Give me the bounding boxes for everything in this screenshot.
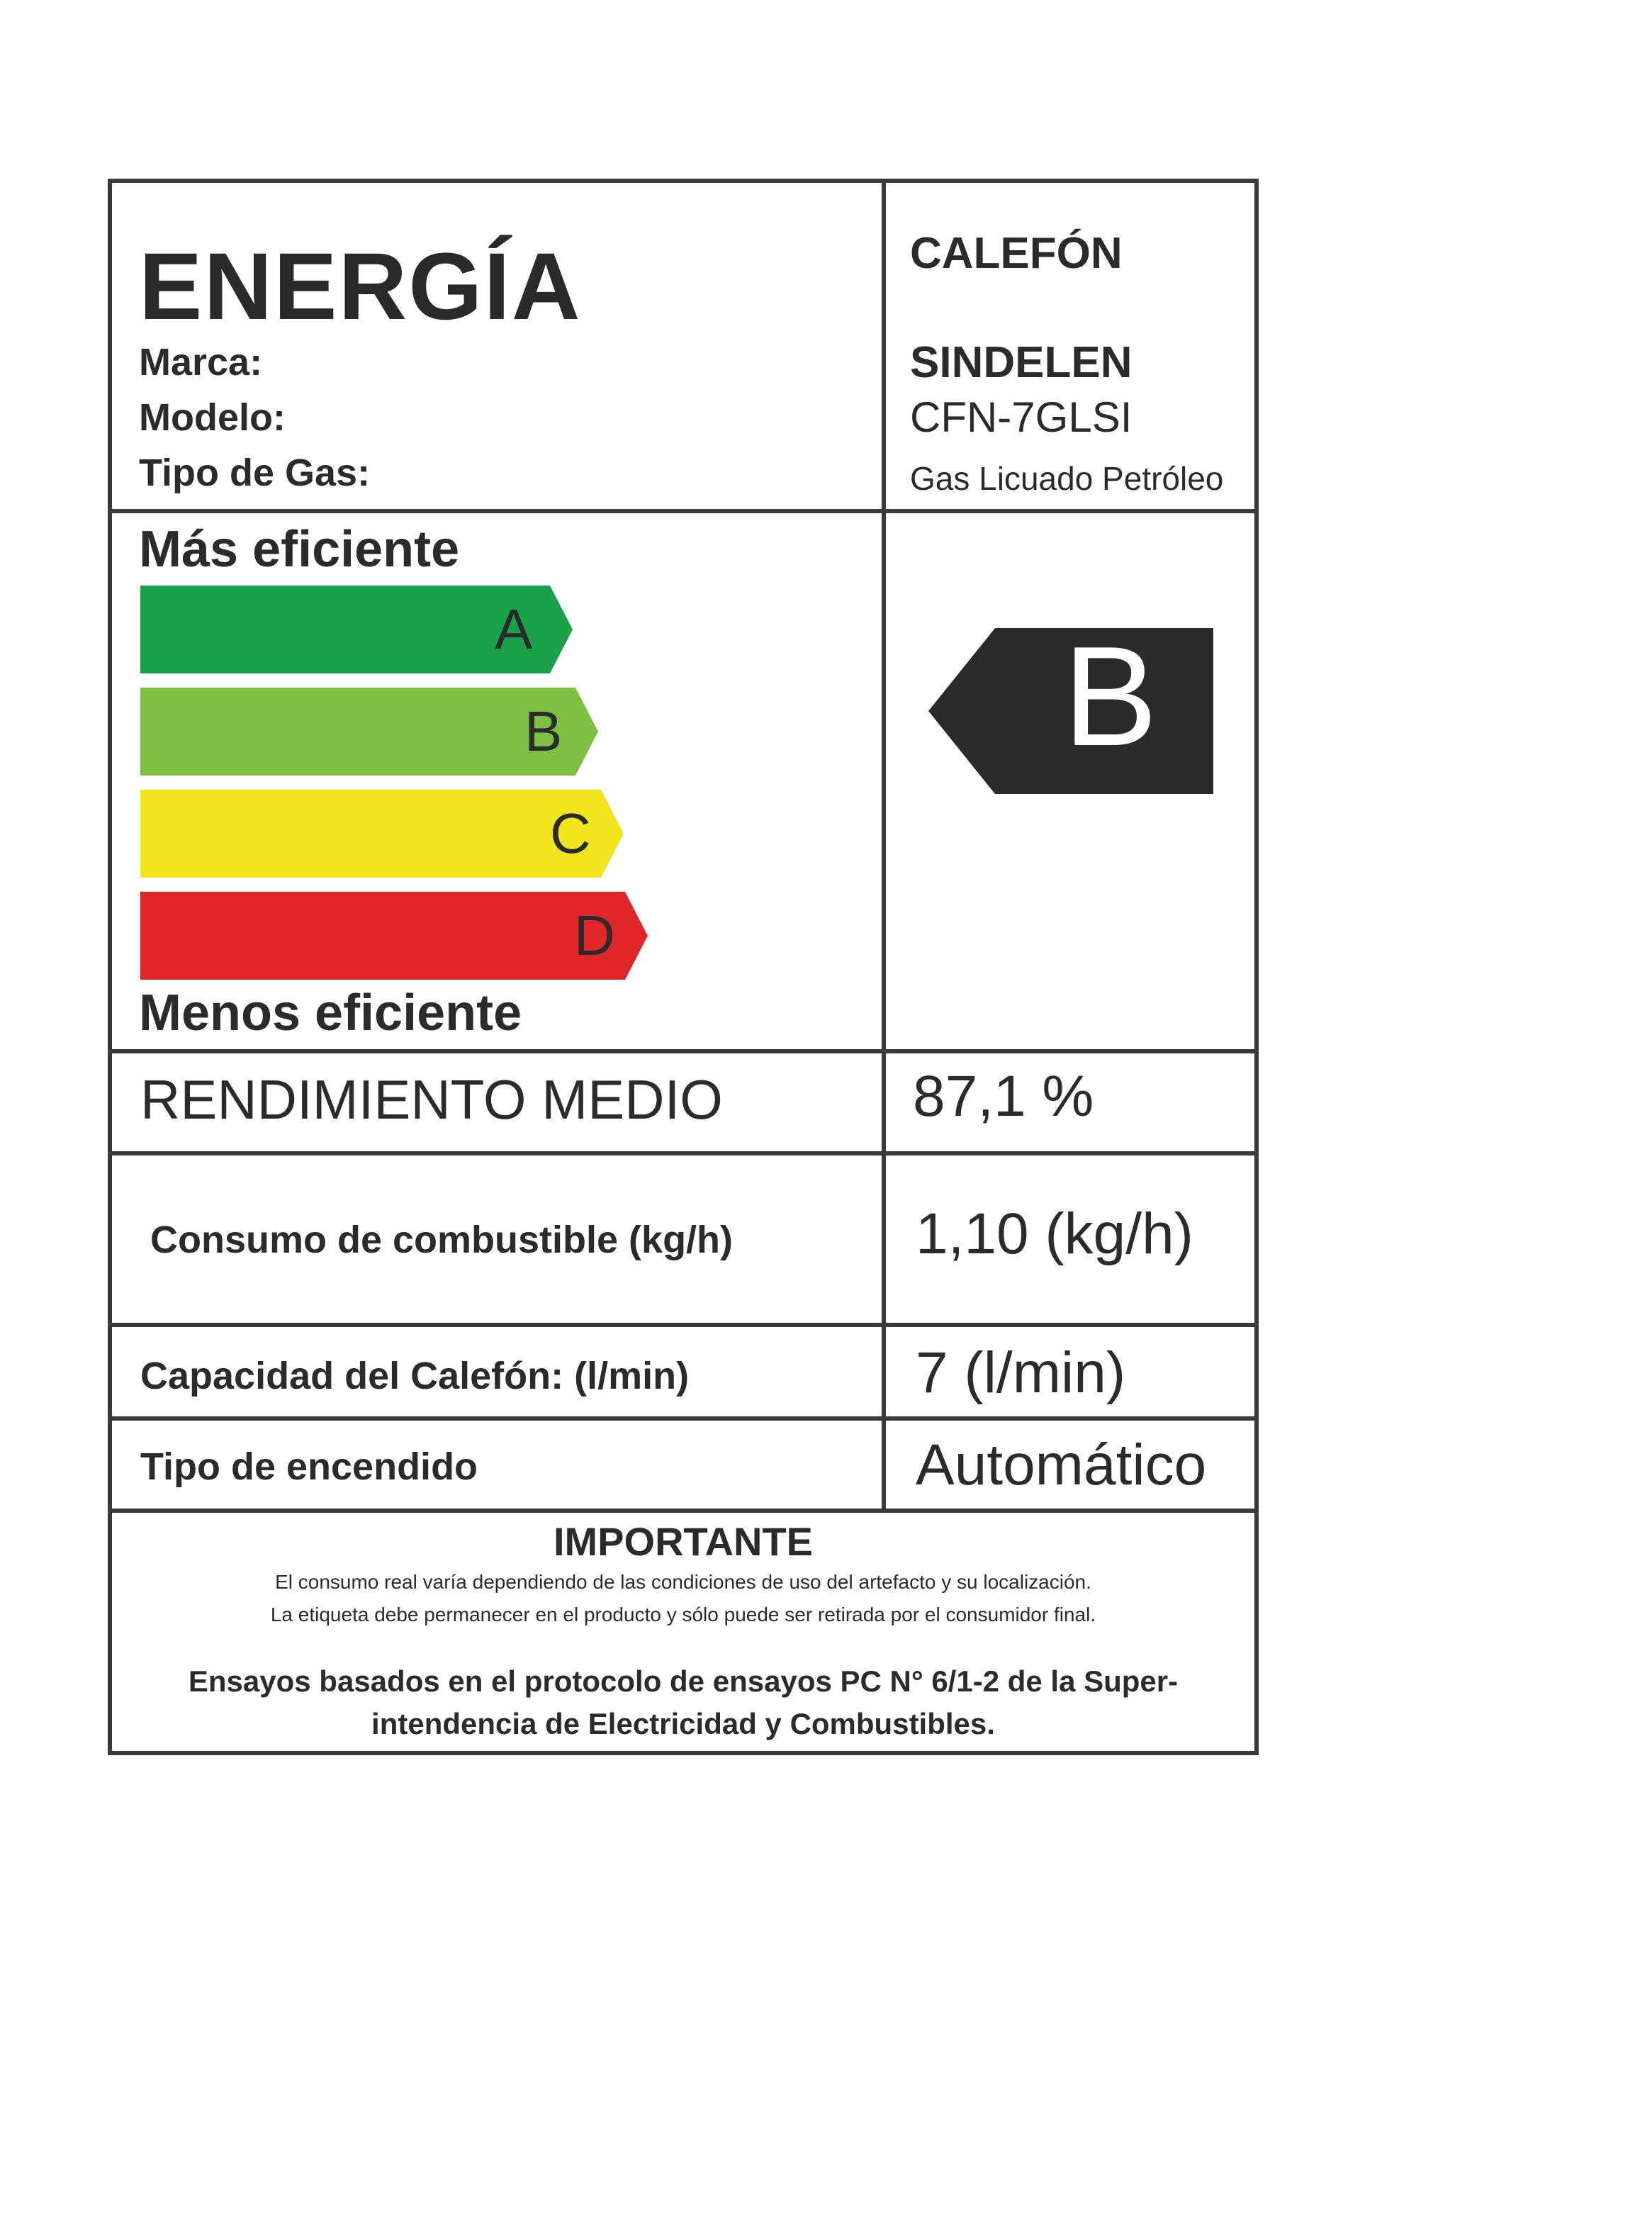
rendimiento-value: 87,1 % — [913, 1064, 1094, 1129]
class-bar-b — [140, 688, 598, 776]
class-letter-a: A — [495, 598, 533, 661]
capacidad-value: 7 (l/min) — [916, 1341, 1126, 1405]
capacidad-label: Capacidad del Calefón: (l/min) — [140, 1355, 690, 1397]
class-bar-d — [140, 892, 648, 980]
appliance-type: CALEFÓN — [910, 229, 1123, 278]
class-bar-a — [140, 586, 573, 673]
label-title: ENERGÍA — [139, 234, 582, 340]
divider-scale — [112, 1049, 1254, 1053]
least-efficient-label: Menos eficiente — [139, 985, 522, 1041]
important-title: IMPORTANTE — [553, 1519, 814, 1564]
class-bar-c — [140, 790, 624, 878]
encendido-value: Automático — [916, 1433, 1207, 1497]
class-letter-d: D — [574, 904, 615, 967]
divider-row-1 — [112, 1151, 1254, 1155]
divider-row-3 — [112, 1416, 1254, 1421]
important-line-2: La etiqueta debe permanecer en el producto y sólo puede ser retirada por el consumidor final. — [270, 1604, 1096, 1625]
tipo-gas-label: Tipo de Gas: — [139, 452, 371, 494]
divider-row-2 — [112, 1323, 1254, 1327]
most-efficient-label: Más eficiente — [139, 521, 460, 578]
rendimiento-label: RENDIMIENTO MEDIO — [140, 1068, 723, 1131]
encendido-label: Tipo de encendido — [140, 1445, 478, 1488]
important-line-1: El consumo real varía dependiendo de las condiciones de uso del artefacto y su localización. — [275, 1571, 1091, 1593]
protocol-line-2: intendencia de Electricidad y Combustibles. — [371, 1707, 995, 1740]
class-letter-b: B — [524, 700, 563, 763]
modelo-value: CFN-7GLSI — [910, 393, 1133, 441]
divider-header — [112, 509, 1254, 513]
marca-value: SINDELEN — [910, 338, 1133, 387]
divider-row-4 — [112, 1509, 1254, 1513]
energy-label — [108, 179, 1259, 1755]
column-divider — [882, 183, 886, 1513]
modelo-label: Modelo: — [139, 396, 286, 439]
rating-letter: B — [1063, 617, 1158, 776]
tipo-gas-value: Gas Licuado Petróleo — [910, 460, 1224, 497]
marca-label: Marca: — [139, 341, 263, 384]
consumo-value: 1,10 (kg/h) — [916, 1202, 1193, 1266]
protocol-line-1: Ensayos basados en el protocolo de ensayos PC N° 6/1-2 de la Super- — [188, 1664, 1179, 1698]
class-letter-c: C — [550, 802, 591, 865]
consumo-label: Consumo de combustible (kg/h) — [150, 1219, 734, 1261]
